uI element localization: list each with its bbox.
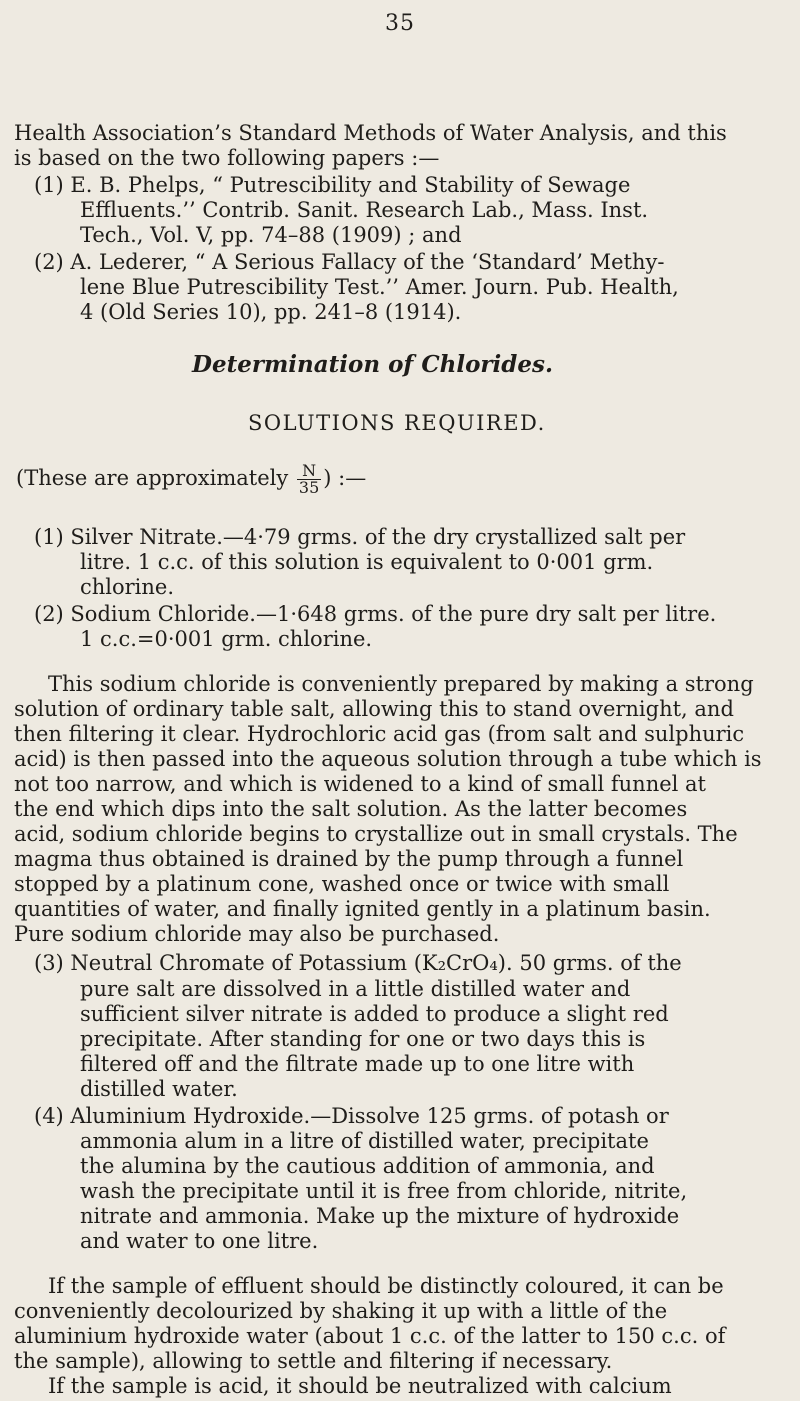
paragraph-line: acid, sodium chloride begins to crystallize out in small crystals. The bbox=[14, 822, 738, 847]
approx-note bbox=[16, 463, 366, 496]
reference-line: 4 (Old Series 10), pp. 241–8 (1914). bbox=[80, 300, 462, 325]
paragraph-line: If the sample of effluent should be distinctly coloured, it can be bbox=[48, 1273, 724, 1298]
section-heading: Determination of Chlorides. bbox=[192, 351, 553, 379]
solution-line: and water to one litre. bbox=[80, 1229, 319, 1254]
solution-line: ammonia alum in a litre of distilled water, precipitate bbox=[80, 1128, 649, 1153]
paragraph-line: aluminium hydroxide water (about 1 c.c. of the latter to 150 c.c. of bbox=[14, 1323, 726, 1348]
approx-text-end: ) :— bbox=[323, 466, 367, 491]
paragraph-line: quantities of water, and finally ignited gently in a platinum basin. bbox=[14, 897, 711, 922]
paragraph-line: acid) is then passed into the aqueous solution through a tube which is bbox=[14, 746, 762, 771]
paragraph-line: the sample), allowing to settle and filtering if necessary. bbox=[14, 1348, 613, 1373]
paragraph-line: the end which dips into the salt solution. As the latter becomes bbox=[14, 797, 688, 821]
paragraph-line: If the sample is acid, it should be neutralized with calcium bbox=[48, 1374, 672, 1398]
fraction-numerator: N bbox=[297, 463, 321, 480]
normality-fraction bbox=[297, 463, 321, 496]
paragraph-line: conveniently decolourized by shaking it up with a little of the bbox=[14, 1298, 668, 1323]
solution-line: litre. 1 c.c. of this solution is equivalent to 0·001 grm. bbox=[80, 550, 654, 574]
paragraph-line: This sodium chloride is conveniently prepared by making a strong bbox=[48, 671, 754, 696]
paragraph-line: solution of ordinary table salt, allowing this to stand overnight, and bbox=[14, 696, 734, 721]
reference-line: lene Blue Putrescibility Test.’’ Amer. Journ. Pub. Health, bbox=[80, 275, 679, 299]
solution-line: wash the precipitate until it is free from chloride, nitrite, bbox=[80, 1179, 688, 1204]
paragraph-line: not too narrow, and which is widened to a kind of small funnel at bbox=[14, 771, 706, 796]
paragraph-line: then filtering it clear. Hydrochloric acid gas (from salt and sulphuric bbox=[14, 721, 745, 746]
solution-line: (3) Neutral Chromate of Potassium (K₂CrO₄). 50 grms. of the bbox=[34, 951, 682, 976]
solution-line: (1) Silver Nitrate.—4·79 grms. of the dry crystallized salt per bbox=[34, 524, 686, 549]
solution-line: chlorine. bbox=[80, 575, 175, 600]
solution-line: nitrate and ammonia. Make up the mixture of hydroxide bbox=[80, 1204, 680, 1229]
solution-line: pure salt are dissolved in a little distilled water and bbox=[80, 976, 631, 1001]
solution-line: precipitate. After standing for one or two days this is bbox=[80, 1026, 646, 1051]
paragraph-line: Pure sodium chloride may also be purchased. bbox=[14, 922, 500, 947]
intro-line: is based on the two following papers :— bbox=[14, 145, 440, 170]
approx-text: (These are approximately bbox=[16, 466, 289, 491]
solution-line: distilled water. bbox=[80, 1076, 238, 1101]
solution-line: 1 c.c.=0·001 grm. chlorine. bbox=[80, 627, 373, 652]
solution-line: sufficient silver nitrate is added to produce a slight red bbox=[80, 1001, 669, 1026]
reference-line: Effluents.’’ Contrib. Sanit. Research Lab., Mass. Inst. bbox=[80, 197, 649, 222]
paragraph-line: magma thus obtained is drained by the pump through a funnel bbox=[14, 847, 684, 872]
page-number: 35 bbox=[385, 11, 415, 36]
section-subheading: SOLUTIONS REQUIRED. bbox=[248, 411, 546, 436]
intro-line: Health Association’s Standard Methods of Water Analysis, and this bbox=[14, 120, 727, 145]
solution-line: (4) Aluminium Hydroxide.—Dissolve 125 grms. of potash or bbox=[34, 1103, 669, 1128]
fraction-denominator: 35 bbox=[298, 478, 320, 498]
solution-line: (2) Sodium Chloride.—1·648 grms. of the pure dry salt per litre. bbox=[34, 602, 717, 627]
reference-line: (1) E. B. Phelps, “ Putrescibility and Stability of Sewage bbox=[34, 172, 631, 197]
reference-line: Tech., Vol. V, pp. 74–88 (1909) ; and bbox=[80, 222, 462, 247]
paragraph-line: stopped by a platinum cone, washed once or twice with small bbox=[14, 872, 670, 897]
solution-line: filtered off and the filtrate made up to one litre with bbox=[80, 1051, 635, 1076]
reference-line: (2) A. Lederer, “ A Serious Fallacy of the ‘Standard’ Methy- bbox=[34, 249, 665, 274]
solution-line: the alumina by the cautious addition of ammonia, and bbox=[80, 1154, 655, 1178]
